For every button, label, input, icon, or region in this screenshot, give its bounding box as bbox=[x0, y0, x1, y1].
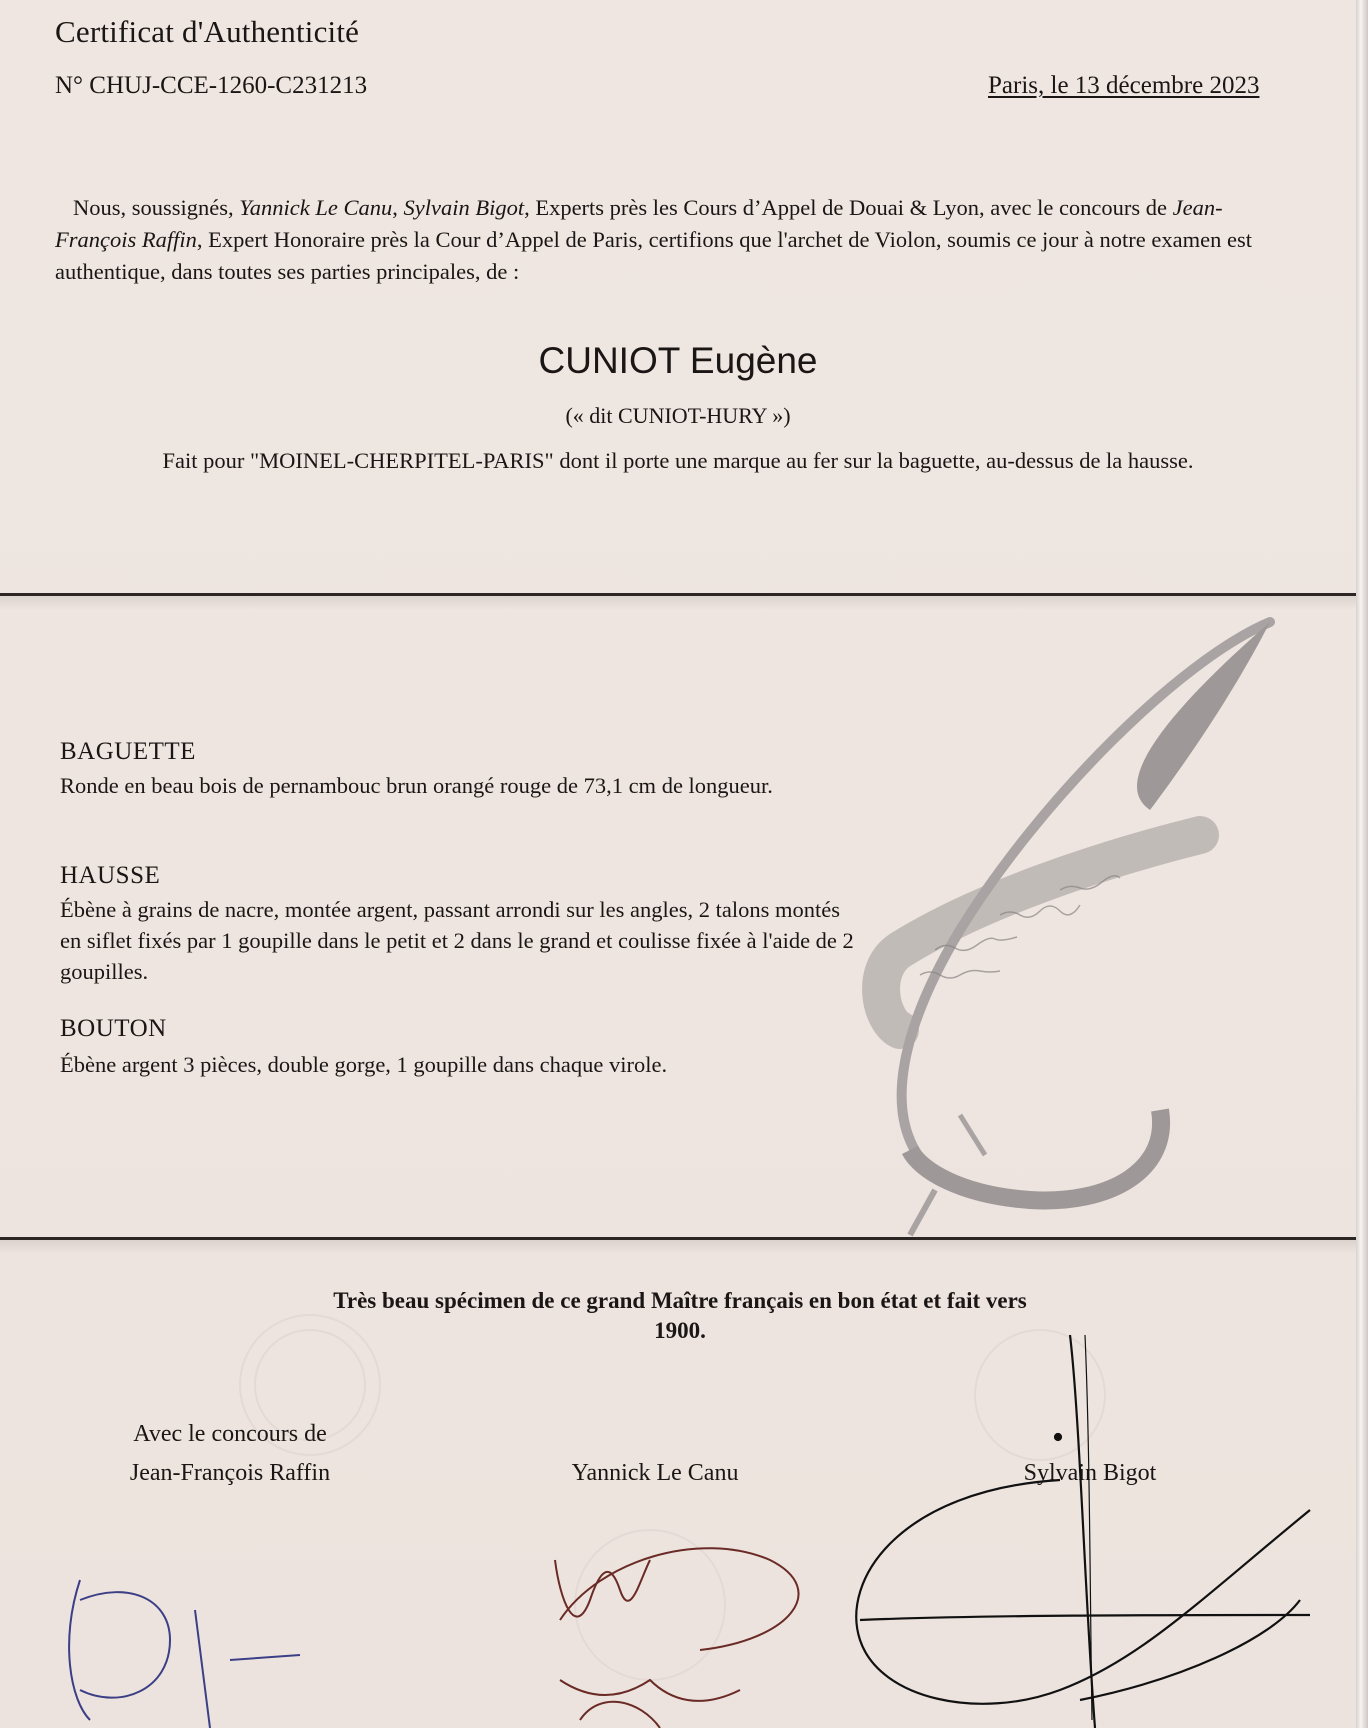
intro-separator: , bbox=[392, 195, 404, 220]
signatory-lecanu: Yannick Le Canu bbox=[571, 1460, 739, 1486]
certificate-title: Certificat d'Authenticité bbox=[55, 14, 360, 49]
expert-name-raffin: Jean-François Raffin bbox=[55, 195, 1223, 252]
section-title-hausse: HAUSSE bbox=[60, 862, 161, 889]
maker-name: CUNIOT Eugène bbox=[538, 340, 818, 381]
section-text-bouton: Ébène argent 3 pièces, double gorge, 1 goupille dans chaque virole. bbox=[60, 1052, 668, 1077]
signature-lecanu bbox=[555, 1548, 799, 1728]
section-title-bouton: BOUTON bbox=[60, 1015, 167, 1042]
intro-text-1: Nous, soussignés, bbox=[73, 195, 240, 220]
section-text-baguette: Ronde en beau bois de pernambouc brun orangé rouge de 73,1 cm de longueur. bbox=[60, 773, 773, 798]
section-title-baguette: BAGUETTE bbox=[60, 738, 196, 765]
verdict-statement: Très beau spécimen de ce grand Maître français en bon état et fait vers 1900. bbox=[333, 1288, 1027, 1343]
intro-text-3: , Expert Honoraire près la Cour d’Appel de Paris, certifions que l'archet de Violon, soumis ce jour à notre examen est authentique, dans toutes ses parties principales, de : bbox=[55, 227, 1252, 284]
maker-brand-note: Fait pour "MOINEL-CHERPITEL-PARIS" dont il porte une marque au fer sur la baguette, au-dessus de la hausse. bbox=[162, 448, 1194, 473]
paper-edge bbox=[1356, 0, 1368, 1728]
signatory-raffin-intro: Avec le concours de bbox=[133, 1421, 327, 1447]
signature-raffin bbox=[69, 1580, 300, 1728]
signatory-raffin-name: Jean-François Raffin bbox=[129, 1460, 331, 1486]
certificate-reference: N° CHUJ-CCE-1260-C231213 bbox=[55, 72, 368, 99]
expert-name-bigot: Sylvain Bigot bbox=[403, 195, 525, 220]
intro-text-2: , Experts près les Cours d’Appel de Douai & Lyon, avec le concours de bbox=[524, 195, 1173, 220]
expert-name-lecanu: Yannick Le Canu bbox=[239, 195, 393, 220]
certificate-date: Paris, le 13 décembre 2023 bbox=[988, 72, 1260, 99]
maker-alias: (« dit CUNIOT-HURY ») bbox=[565, 403, 791, 428]
signatory-bigot: Sylvain Bigot bbox=[1023, 1460, 1157, 1486]
signature-bigot bbox=[856, 1335, 1310, 1728]
section-text-hausse: Ébène à grains de nacre, montée argent, passant arrondi sur les angles, 2 talons montés en siflet fixés par 1 goupille dans le petit et 2 dans le grand et coulisse fixée à l'aide de 2 goupilles. bbox=[60, 897, 854, 984]
